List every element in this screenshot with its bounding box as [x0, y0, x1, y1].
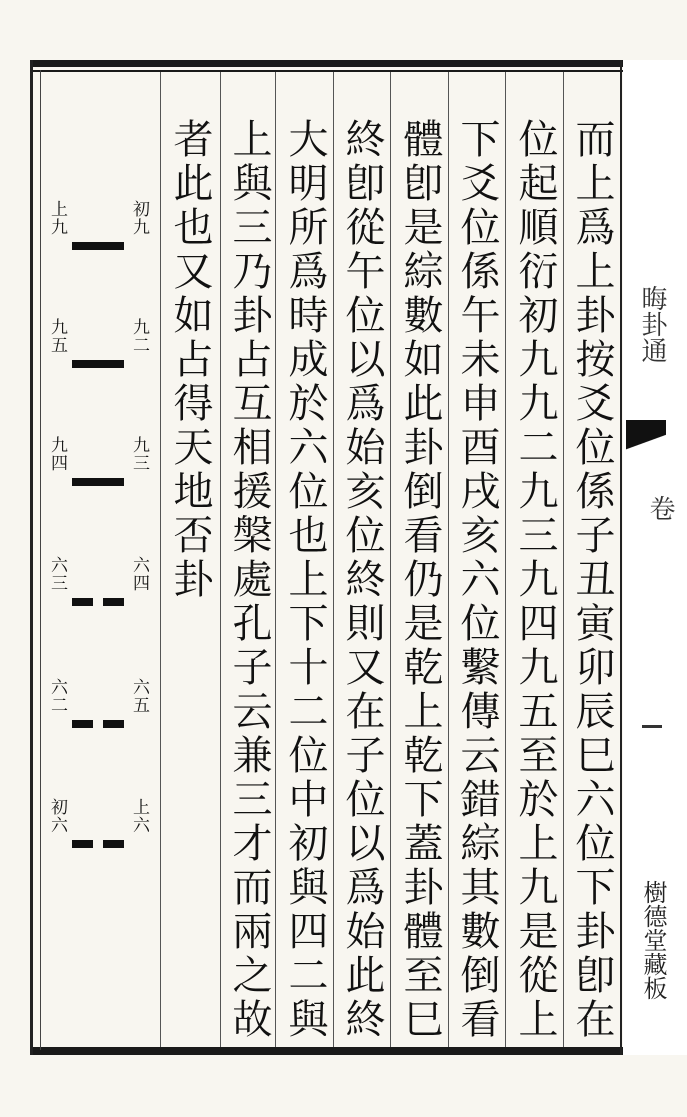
line-label-right: 六五	[129, 678, 149, 714]
frame-top-rule	[30, 60, 670, 67]
text-column-4: 體卽是綜數如此卦倒看仍是乾上乾下蓋卦體至巳	[397, 118, 443, 1042]
line-label-left: 九四	[47, 436, 67, 472]
text-column-7: 上與三乃卦占互相援槃處孔子云兼三才而兩之故	[226, 118, 272, 1042]
yang-line	[72, 478, 124, 486]
column-divider	[220, 72, 221, 1047]
text-column-5: 終卽從午位以爲始亥位終則又在子位以爲始此終	[339, 118, 385, 1042]
text-column-8: 者此也又如占得天地否卦	[167, 118, 213, 602]
yin-line-segment	[103, 598, 124, 606]
column-divider	[505, 72, 506, 1047]
text-column-6: 大明所爲時成於六位也上下十二位中初與四二與	[282, 118, 328, 1042]
line-label-left: 六二	[47, 678, 67, 714]
frame-top-inner-rule	[30, 70, 655, 72]
frame-right-rule	[620, 60, 622, 1055]
frame-bottom-rule	[30, 1047, 670, 1055]
hexagram-line-row	[42, 200, 162, 270]
margin-publisher: 樹德堂藏板	[639, 880, 667, 1000]
line-label-left: 上九	[47, 200, 67, 236]
column-divider	[333, 72, 334, 1047]
hexagram-line-row	[42, 678, 162, 748]
folio-mark	[642, 725, 662, 728]
line-label-right: 上六	[129, 798, 149, 834]
text-column-2: 位起順衍初九九二九三九四九五至於上九是從上	[512, 118, 558, 1042]
hexagram-line-row	[42, 556, 162, 626]
frame-left-inner-rule	[40, 70, 41, 1050]
text-column-3: 下爻位係午未申酉戌亥六位繫傳云錯綜其數倒看	[454, 118, 500, 1042]
yin-line-segment	[103, 840, 124, 848]
yin-line-segment	[72, 840, 93, 848]
yang-line	[72, 242, 124, 250]
column-divider	[563, 72, 564, 1047]
line-label-left: 六三	[47, 556, 67, 592]
line-label-left: 初六	[47, 798, 67, 834]
line-label-right: 初九	[129, 200, 149, 236]
line-label-right: 六四	[129, 556, 149, 592]
margin-volume: 卷	[645, 495, 675, 521]
text-column-1: 而上爲上卦按爻位係子丑寅卯辰巳六位下卦卽在	[569, 118, 615, 1042]
frame-left-rule	[30, 60, 33, 1055]
line-label-right: 九二	[129, 318, 149, 354]
line-label-right: 九三	[129, 436, 149, 472]
yin-line-segment	[103, 720, 124, 728]
column-divider	[448, 72, 449, 1047]
yin-line-segment	[72, 598, 93, 606]
margin-book-title: 晦卦通	[637, 285, 667, 363]
hexagram-line-row	[42, 798, 162, 868]
fish-tail-mark	[626, 420, 666, 470]
yang-line	[72, 360, 124, 368]
yin-line-segment	[72, 720, 93, 728]
line-label-left: 九五	[47, 318, 67, 354]
hexagram-line-row	[42, 436, 162, 506]
column-divider	[390, 72, 391, 1047]
hexagram-diagram	[42, 190, 162, 890]
column-divider	[275, 72, 276, 1047]
hexagram-line-row	[42, 318, 162, 388]
